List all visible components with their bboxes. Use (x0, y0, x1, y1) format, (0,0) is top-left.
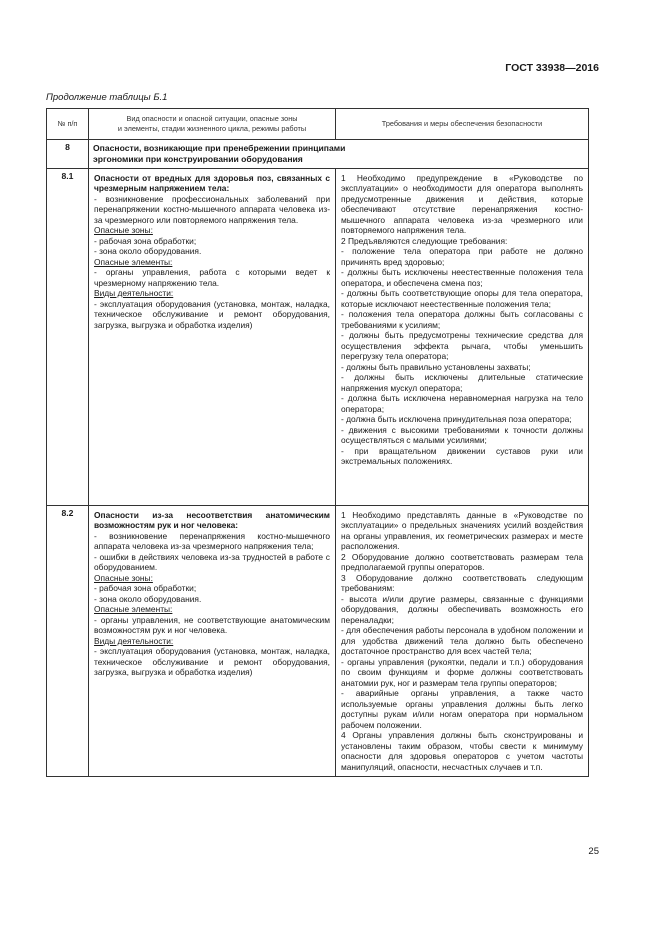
requirement-item: - должны быть исключены неестественные положения тела оператора, и обеспечена смена поз; (341, 267, 583, 288)
elements-text: - органы управления, работа с которыми ведет к чрезмерному напряжению тела. (94, 267, 330, 288)
elements-text: - органы управления, не соответствующие анатомическим возможностям рук и ног человека. (94, 614, 330, 636)
requirements-cell (336, 168, 589, 505)
zone-item: - зона около оборудования. (94, 246, 202, 257)
requirement-item: - высота и/или другие размеры, связанные с функциями оборудования, должны обеспечивать возможность его переналадки; (341, 593, 583, 625)
requirement-item: - должны быть исключены длительные статические напряжения мускул оператора; (341, 372, 583, 393)
requirement-item: - органы управления (рукоятки, педали и т.п.) оборудования по своим функциям и форме должны соответствовать анатомии рук, ног и размерам тела группы операторов; (341, 656, 583, 688)
hazard-cell (89, 168, 336, 505)
zones-label: Опасные зоны: (94, 225, 153, 236)
hazard-cell (89, 505, 336, 777)
requirements-table (46, 108, 589, 777)
header-num: № п/п (47, 109, 89, 140)
requirement-item: - должны быть соответствующие опоры для тела оператора, которые исключают неестественные положения тела; (341, 288, 583, 309)
requirement-item: - аварийные органы управления, а также часто используемые органы управления должны быть легко доступны рукам и/или ногам оператора при нормальном рабочем положении. (341, 688, 583, 730)
hazard-title: Опасности из-за несоответствия анатомическим возможностям рук и ног человека: (94, 509, 330, 531)
requirement-item: 1 Необходимо предупреждение в «Руководстве по эксплуатации» о необходимости для оператора выполнять предусмотренные движения и действия, которые обеспечивают отсутствие перенапряжения костно-мышечного аппарата человека из-за чрезмерного или повторяемого напряжения тела. (341, 172, 583, 236)
requirement-item: - для обеспечения работы персонала в удобном положении и для удобства движений тела должно быть обеспечено достаточное пространство для всех частей тела; (341, 625, 583, 657)
requirement-item: - положения тела оператора должны быть согласованы с требованиями к усилиям; (341, 309, 583, 330)
requirement-item: - должна быть исключена принудительная поза оператора; (341, 414, 572, 425)
header-hazard (89, 109, 336, 140)
hazard-description: - возникновение профессиональных заболеваний при перенапряжении костно-мышечного аппарата человека из-за чрезмерного или повторяемого напряжения тела. (94, 193, 330, 225)
standard-number: ГОСТ 33938—2016 (505, 62, 599, 74)
header-requirements: Требования и меры обеспечения безопасности (336, 109, 589, 140)
zone-item: - зона около оборудования. (94, 593, 202, 604)
zones-label: Опасные зоны: (94, 572, 153, 583)
header-hazard-line-1: Вид опасности и опасной ситуации, опасные зоны (126, 114, 298, 123)
requirements-cell (336, 505, 589, 777)
activities-text: - эксплуатация оборудования (установка, монтаж, наладка, техническое обслуживание и ремонт оборудования, загрузка, выгрузка и обработка изделия) (94, 646, 330, 678)
row-number: 8.1 (47, 168, 89, 505)
hazard-title: Опасности от вредных для здоровья поз, связанных с чрезмерным напряжением тела: (94, 172, 330, 194)
table-header-row (47, 109, 589, 140)
elements-label: Опасные элементы: (94, 256, 173, 267)
activities-text: - эксплуатация оборудования (установка, монтаж, наладка, техническое обслуживание и ремонт оборудования, загрузка, выгрузка и обработка изделия) (94, 298, 330, 330)
requirement-item: - при вращательном движении суставов руки или экстремальных положениях. (341, 445, 583, 467)
requirement-item: 4 Органы управления должны быть сконструированы и установлены таким образом, чтобы свести к минимуму опасности для здоровья операторов с учетом частоты манипуляций, опасности, несчастных случаев и т.п. (341, 730, 583, 772)
table-caption: Продолжение таблицы Б.1 (46, 92, 168, 103)
section-row (47, 140, 589, 169)
section-number: 8 (47, 140, 89, 169)
zone-item: - рабочая зона обработки; (94, 583, 197, 594)
elements-label: Опасные элементы: (94, 604, 173, 615)
row-number: 8.2 (47, 505, 89, 777)
requirement-item: - должны быть правильно установлены захваты; (341, 361, 531, 372)
section-title-line-1: Опасности, возникающие при пренебрежении принципами (93, 143, 346, 153)
table-row (47, 168, 589, 505)
requirement-item: - положение тела оператора при работе не должно причинять вред здоровью; (341, 246, 583, 267)
header-hazard-line-2: и элементы, стадии жизненного цикла, режимы работы (117, 124, 307, 133)
requirement-item: 2 Предъявляются следующие требования: (341, 235, 508, 246)
requirement-item: 3 Оборудование должно соответствовать следующим требованиям: (341, 572, 583, 594)
table-row (47, 505, 589, 777)
requirement-item: - должны быть предусмотрены технические средства для осуществления эффекта рычага, чтобы уменьшить перегрузку тела оператора; (341, 330, 583, 362)
section-title-line-2: эргономики при конструировании оборудования (93, 153, 303, 164)
requirement-item: 1 Необходимо представлять данные в «Руководстве по эксплуатации» о предельных значениях усилий воздействия на органы управления, их геометрических размерах и месте расположения. (341, 509, 583, 552)
hazard-description: - возникновение перенапряжения костно-мышечного аппарата человека из-за чрезмерного напряжения тела; - ошибки в действиях человека из-за трудностей в работе с оборудованием. (94, 530, 330, 573)
activities-label: Виды деятельности: (94, 288, 174, 299)
requirement-item: - движения с высокими требованиями к точности должны осуществляться с малыми усилиями; (341, 424, 583, 446)
zone-item: - рабочая зона обработки; (94, 235, 197, 246)
activities-label: Виды деятельности: (94, 635, 174, 646)
section-title (89, 140, 589, 169)
requirement-item: 2 Оборудование должно соответствовать размерам тела предполагаемой группы операторов. (341, 551, 583, 573)
page-number: 25 (588, 846, 599, 857)
requirement-item: - должна быть исключена неравномерная нагрузка на тело оператора; (341, 393, 583, 414)
